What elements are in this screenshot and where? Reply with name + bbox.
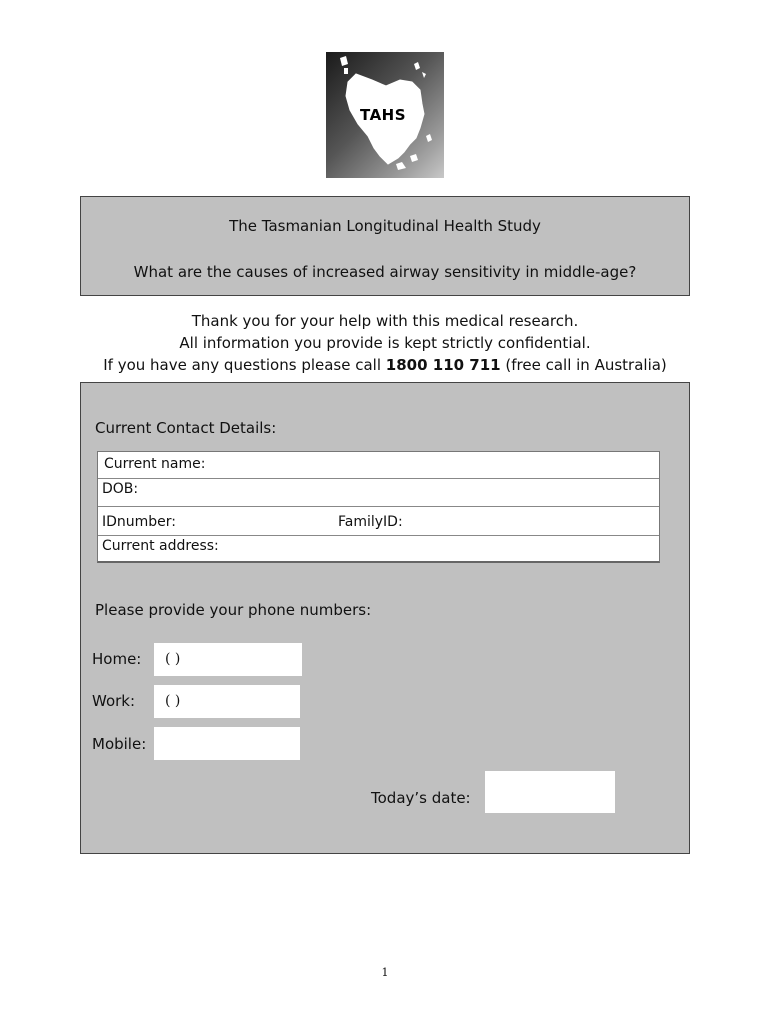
todays-date-label: Today’s date: xyxy=(371,789,471,807)
todays-date-field[interactable] xyxy=(485,771,615,813)
intro-line-3-suffix: (free call in Australia) xyxy=(500,356,667,374)
contact-form xyxy=(80,382,690,854)
contact-details-table xyxy=(97,451,660,563)
current-name-label: Current name: xyxy=(104,456,206,472)
phones-section-title: Please provide your phone numbers: xyxy=(95,601,372,619)
intro-line-3 xyxy=(80,354,690,376)
work-phone-label: Work: xyxy=(92,692,136,710)
study-title: The Tasmanian Longitudinal Health Study xyxy=(229,217,541,235)
study-question: What are the causes of increased airway sensitivity in middle-age? xyxy=(133,263,637,281)
home-phone-label: Home: xyxy=(92,650,142,668)
current-address-row[interactable] xyxy=(98,536,659,563)
intro-line-2: All information you provide is kept strictly confidential. xyxy=(179,334,591,352)
current-name-row[interactable] xyxy=(98,452,659,479)
study-title-box xyxy=(80,196,690,296)
contact-section-title: Current Contact Details: xyxy=(95,419,277,437)
logo-text: TAHS xyxy=(360,106,407,124)
dob-row[interactable] xyxy=(98,479,659,507)
intro-text xyxy=(80,310,690,376)
intro-line-1: Thank you for your help with this medical research. xyxy=(191,312,579,330)
tahs-logo xyxy=(326,52,444,178)
page-number: 1 xyxy=(381,966,389,979)
mobile-phone-field[interactable] xyxy=(154,727,300,760)
id-row[interactable] xyxy=(98,507,659,536)
home-phone-field[interactable]: ( ) xyxy=(154,643,302,676)
contact-phone-number: 1800 110 711 xyxy=(385,356,501,374)
family-id-label: FamilyID: xyxy=(338,514,403,530)
dob-label: DOB: xyxy=(102,481,139,497)
mobile-phone-label: Mobile: xyxy=(92,735,147,753)
intro-line-3-prefix: If you have any questions please call xyxy=(103,356,386,374)
work-phone-field[interactable]: ( ) xyxy=(154,685,300,718)
id-number-label: IDnumber: xyxy=(102,514,177,530)
current-address-label: Current address: xyxy=(102,538,219,554)
